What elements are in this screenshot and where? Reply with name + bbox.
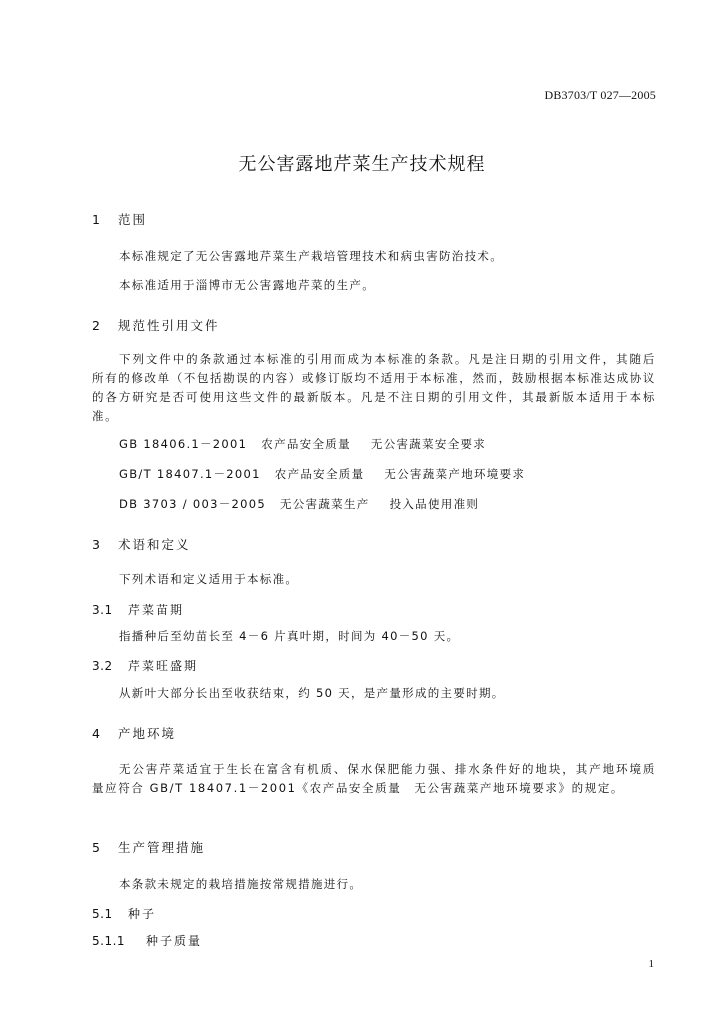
reference-item — [92, 436, 683, 452]
section-1-paragraph-2: 本标准适用于淄博市无公害露地芹菜的生产。 — [119, 278, 375, 292]
reference-title-part-1: 农产品安全质量 — [261, 437, 351, 451]
section-number: 4 — [92, 726, 100, 741]
subsection-number: 3.1 — [92, 603, 113, 617]
subsection-title: 种子 — [128, 907, 157, 921]
subsection-5-1-1-heading — [92, 932, 656, 949]
section-2-heading — [92, 316, 656, 334]
document-code: DB3703/T 027—2005 — [544, 88, 656, 102]
reference-code: GB/T 18407.1－2001 — [119, 467, 261, 481]
reference-title-part-2: 无公害蔬菜安全要求 — [370, 437, 487, 451]
document-title: 无公害露地芹菜生产技术规程 — [238, 154, 486, 175]
section-5-paragraph: 本条款未规定的栽培措施按常规措施进行。 — [119, 877, 363, 891]
subsection-3-1-text: 指播种后至幼苗长至 4－6 片真叶期，时间为 40－50 天。 — [119, 629, 460, 643]
section-1-heading — [92, 210, 656, 228]
section-title: 产地环境 — [118, 726, 177, 741]
reference-title-part-2: 投入品使用准则 — [389, 497, 480, 511]
page-number: 1 — [648, 958, 654, 970]
section-title: 生产管理措施 — [118, 840, 206, 855]
reference-title-part-1: 无公害蔬菜生产 — [279, 497, 370, 511]
subsection-title: 种子质量 — [146, 934, 203, 948]
reference-title-part-2: 无公害蔬菜产地环境要求 — [384, 467, 526, 481]
section-1-paragraph-1: 本标准规定了无公害露地芹菜生产栽培管理技术和病虫害防治技术。 — [119, 249, 503, 263]
reference-item — [92, 466, 683, 482]
subsection-3-2-text: 从新叶大部分长出至收获结束，约 50 天，是产量形成的主要时期。 — [119, 686, 505, 700]
subsection-number: 3.2 — [92, 659, 113, 673]
reference-code: GB 18406.1－2001 — [119, 437, 248, 451]
section-4-paragraph: 无公害芹菜适宜于生长在富含有机质、保水保肥能力强、排水条件好的地块，其产地环境质量应符合 GB/T 18407.1－2001《农产品安全质量 无公害蔬菜产地环境要求》的规定。 — [92, 762, 656, 795]
section-number: 2 — [92, 318, 100, 333]
subsection-3-2-heading — [92, 657, 656, 674]
section-title: 范围 — [118, 212, 148, 227]
section-4-heading — [92, 724, 656, 742]
subsection-title: 芹菜苗期 — [128, 603, 185, 617]
section-3-paragraph: 下列术语和定义适用于本标准。 — [119, 572, 299, 586]
section-3-heading — [92, 535, 656, 553]
subsection-5-1-heading — [92, 905, 656, 922]
section-title: 术语和定义 — [118, 537, 191, 552]
section-number: 3 — [92, 537, 100, 552]
section-number: 1 — [92, 212, 100, 227]
reference-code: DB 3703 / 003－2005 — [119, 497, 266, 511]
subsection-title: 芹菜旺盛期 — [128, 659, 199, 673]
section-5-heading — [92, 838, 656, 856]
subsection-number: 5.1.1 — [92, 934, 126, 948]
section-number: 5 — [92, 840, 100, 855]
section-2-paragraph: 下列文件中的条款通过本标准的引用而成为本标准的条款。凡是注日期的引用文件，其随后所有的修改单（不包括勘误的内容）或修订版均不适用于本标准，然而，鼓励根据本标准达成协议的各方研究是否可使用这些文件的最新版本。凡是不注日期的引用文件，其最新版本适用于本标准。 — [92, 352, 656, 423]
subsection-number: 5.1 — [92, 907, 113, 921]
section-title: 规范性引用文件 — [118, 318, 220, 333]
reference-title-part-1: 农产品安全质量 — [274, 467, 365, 481]
subsection-3-1-heading — [92, 601, 656, 618]
reference-item — [92, 496, 683, 512]
